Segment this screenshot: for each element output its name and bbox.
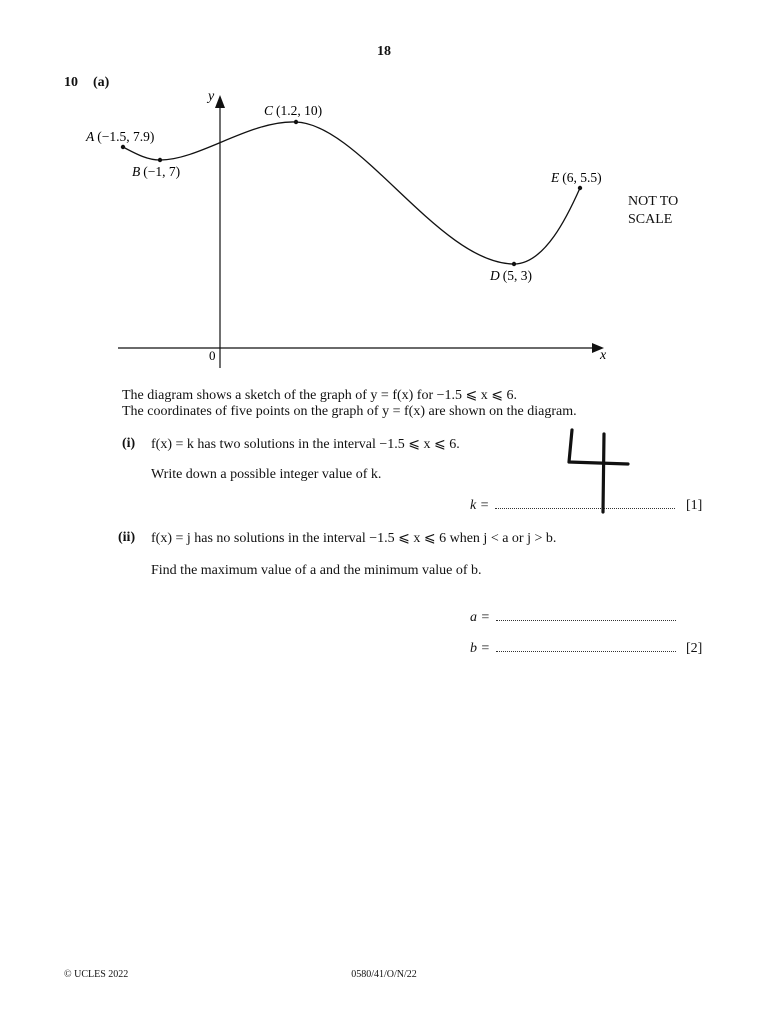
- function-graph: [0, 0, 768, 380]
- point-c-label: C (1.2, 10): [264, 103, 323, 118]
- part-ii-instruction: Find the maximum value of a and the minimum value of b.: [151, 563, 482, 578]
- part-i-marks: [1]: [686, 498, 703, 513]
- description-line-1: The diagram shows a sketch of the graph of y = f(x) for −1.5 ⩽ x ⩽ 6.: [122, 388, 517, 403]
- x-axis-label: x: [600, 348, 607, 363]
- footer-copyright: © UCLES 2022: [64, 969, 129, 980]
- part-i-statement: f(x) = k has two solutions in the interval −1.5 ⩽ x ⩽ 6.: [151, 437, 460, 452]
- description-line-2: The coordinates of five points on the graph of y = f(x) are shown on the diagram.: [122, 404, 577, 419]
- answer-b-line[interactable]: [470, 641, 676, 657]
- curve: [123, 122, 580, 264]
- footer-paper-code: 0580/41/O/N/22: [351, 969, 417, 980]
- point-e-label: E (6, 5.5): [551, 170, 602, 185]
- answer-a-line[interactable]: [470, 610, 676, 626]
- origin-label: 0: [209, 348, 216, 363]
- question-part: (a): [93, 75, 110, 90]
- page-number: 18: [377, 44, 391, 59]
- part-ii-statement: f(x) = j has no solutions in the interval −1.5 ⩽ x ⩽ 6 when j < a or j > b.: [151, 531, 557, 546]
- not-to-scale-note: [628, 193, 708, 229]
- not-to-scale-line1: NOT TO: [628, 194, 679, 209]
- answer-b-label: b =: [470, 641, 490, 656]
- answer-a-field[interactable]: [496, 610, 676, 621]
- answer-b-field[interactable]: [496, 641, 676, 652]
- question-number: 10: [64, 75, 78, 90]
- part-i-label: (i): [122, 436, 136, 451]
- y-axis-arrow: [215, 95, 225, 108]
- part-ii-label: (ii): [118, 530, 136, 545]
- handwritten-answer: [560, 426, 640, 516]
- point-d-label: D (5, 3): [490, 268, 532, 283]
- answer-k-label: k =: [470, 498, 490, 513]
- point-a-label: A (−1.5, 7.9): [86, 129, 155, 144]
- point-b-label: B (−1, 7): [132, 164, 181, 179]
- part-ii-marks: [2]: [686, 641, 703, 656]
- part-i-instruction: Write down a possible integer value of k.: [151, 467, 382, 482]
- not-to-scale-line2: SCALE: [628, 212, 673, 227]
- point-b: [158, 158, 162, 162]
- point-c: [294, 120, 298, 124]
- point-e: [578, 186, 582, 190]
- answer-a-label: a =: [470, 610, 490, 625]
- point-a: [121, 145, 125, 149]
- point-d: [512, 262, 516, 266]
- y-axis-label: y: [208, 89, 215, 104]
